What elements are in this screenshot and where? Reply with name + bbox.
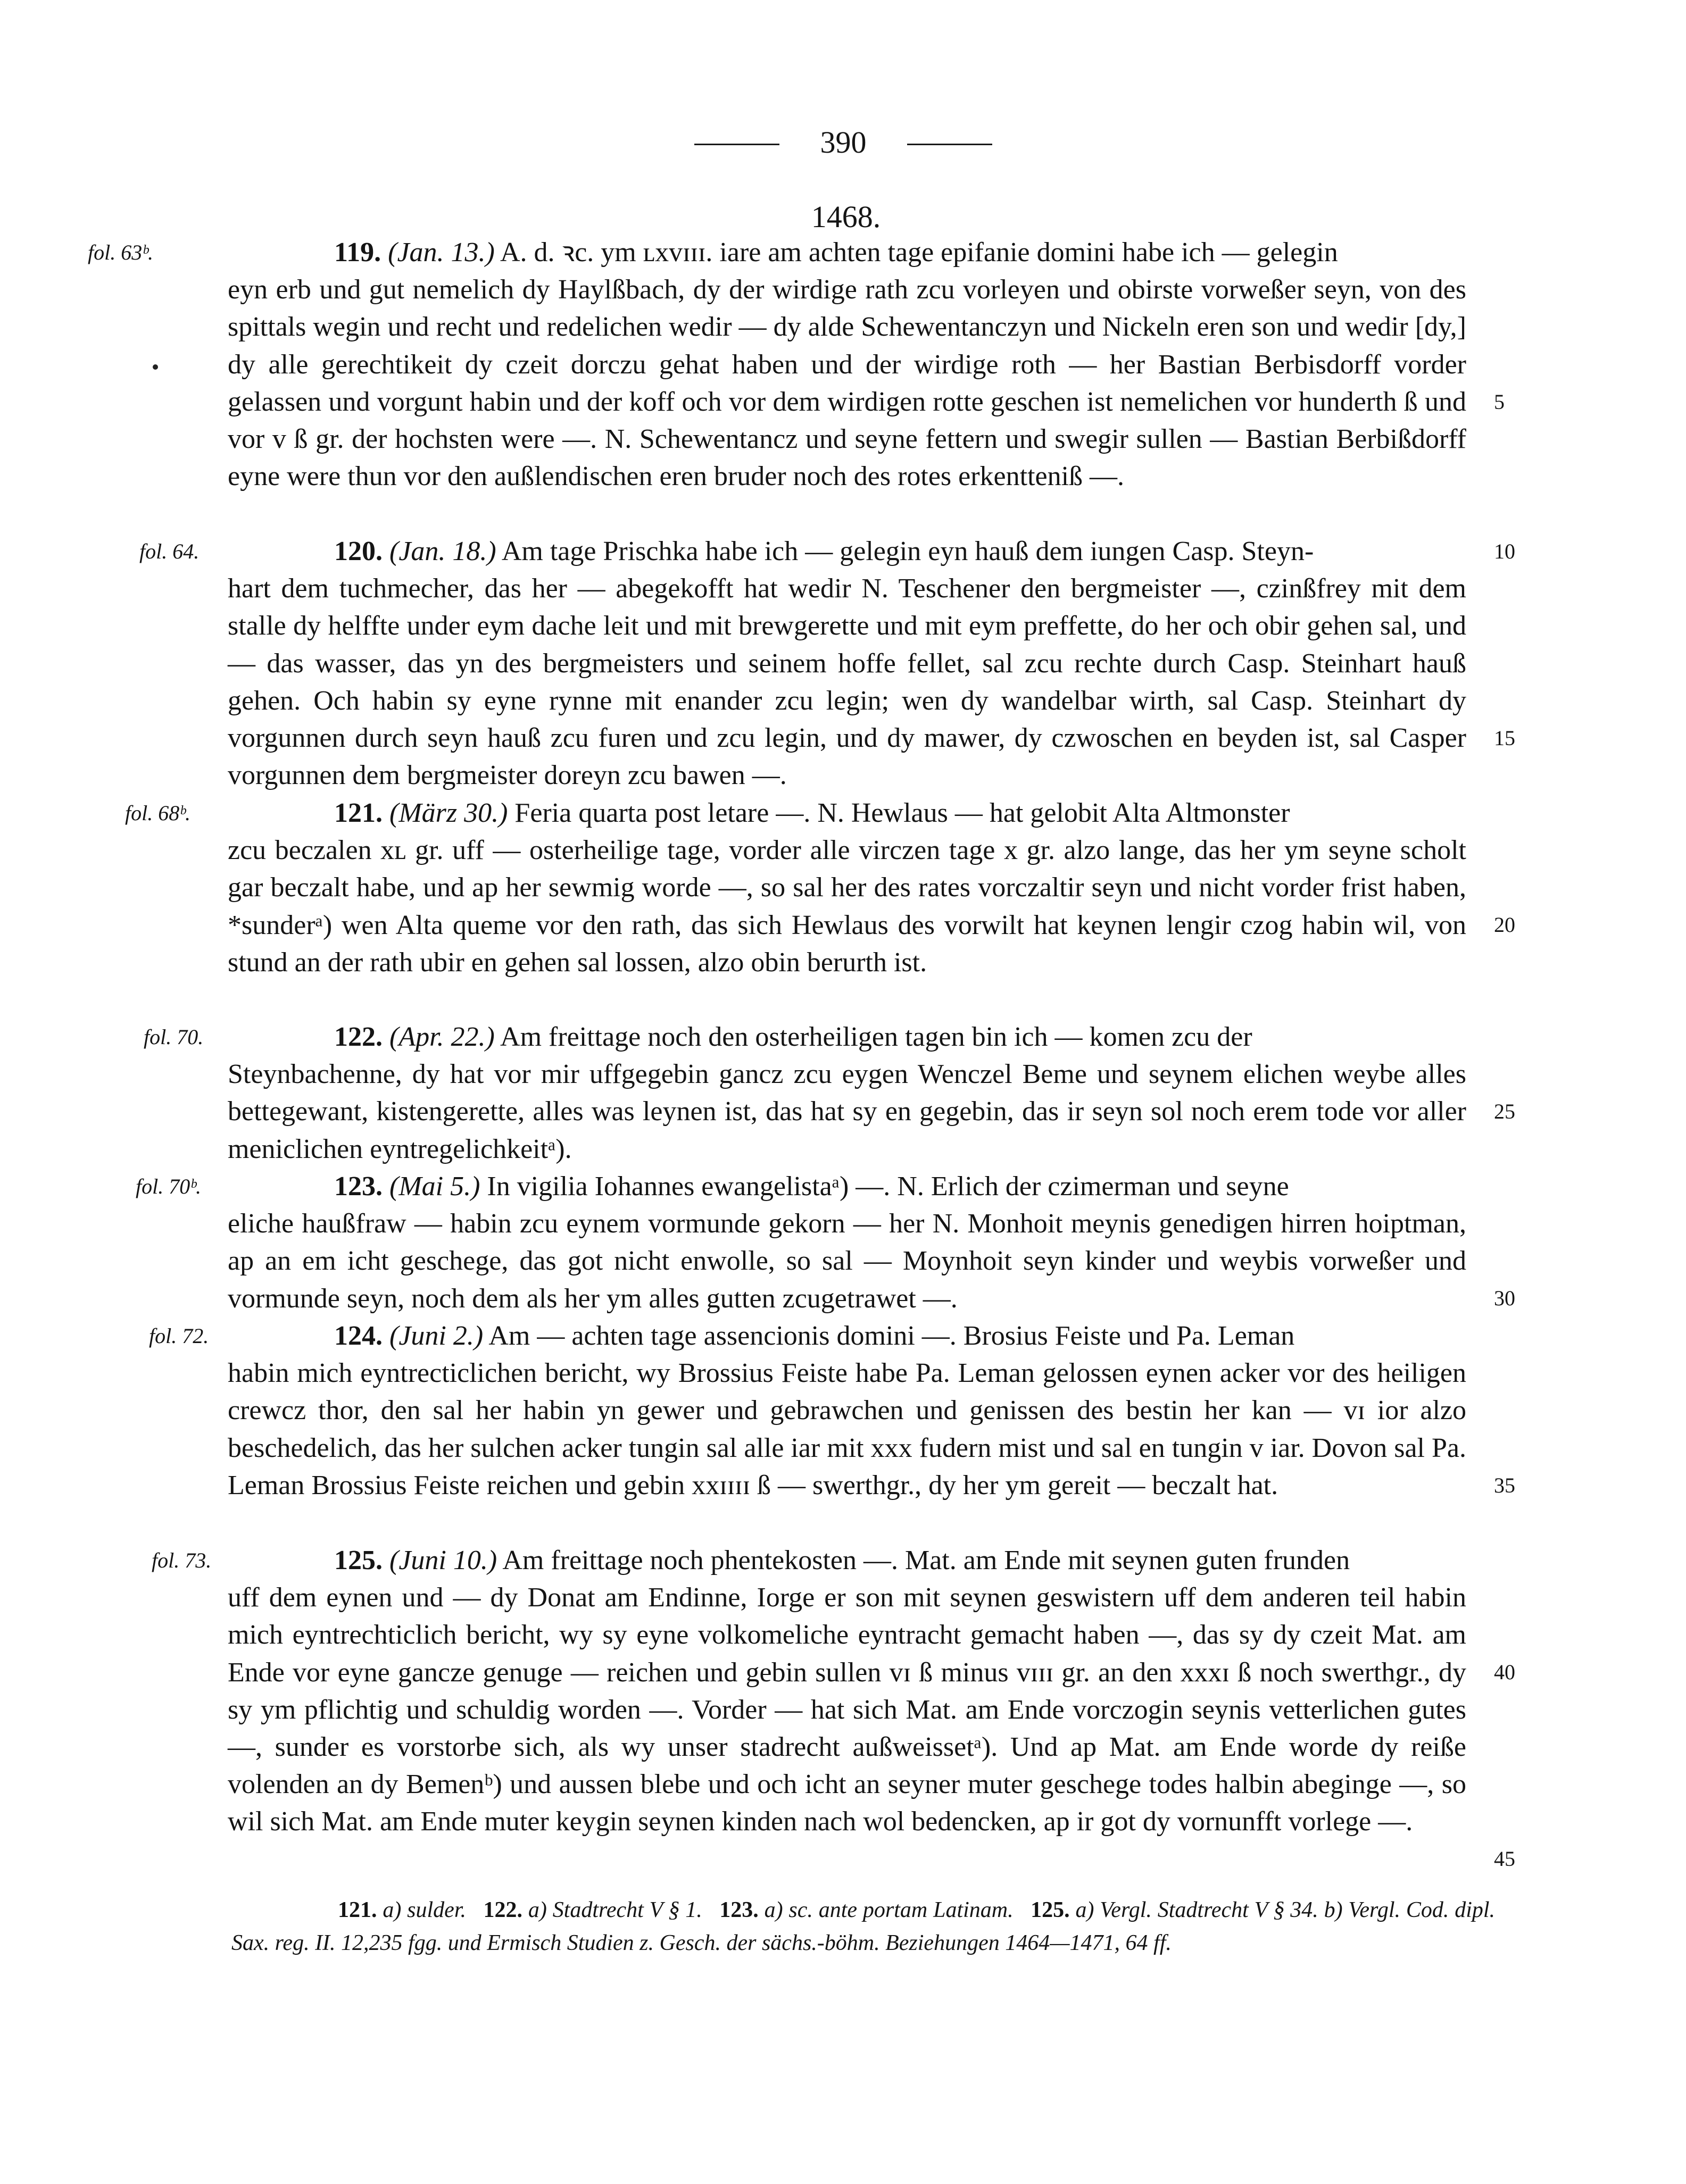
folio-ref: fol. 70ᵇ. bbox=[136, 1174, 201, 1198]
folio-ref: fol. 68ᵇ. bbox=[125, 801, 190, 825]
entry-first-line bbox=[228, 533, 1466, 570]
entry-first-text: Am tage Prischka habe ich — gelegin eyn hauß dem iungen Casp. Steyn- bbox=[501, 536, 1314, 566]
entry-text: eyn erb und gut nemelich dy Haylßbach, dy der wirdige rath zcu vorleyen und obirste vorweßer seyn, von des spittals wegin und recht und redelichen wedir — dy alde Schewentanczyn und Nickeln eren son und wedir [dy,] dy alle gerechtikeit dy czeit dorczu gehat haben und der wirdige roth — her Bastian Berbisdorff vorder gelassen und vorgunt habin und der koff och vor dem wirdigen rotte geschen ist nemelichen vor hunderth ß und vor v ß gr. der hochsten were —. N. Schewentancz und seyne fettern und swegir sullen — Bastian Berbißdorff eyne were thun vor den außlendischen eren bruder noch des rotes erkentteniß —. bbox=[228, 274, 1466, 492]
entry-first-line bbox=[228, 1019, 1466, 1056]
entry-number: 125. bbox=[334, 1545, 383, 1576]
entry-date: (März 30.) bbox=[389, 798, 508, 828]
entry-first-text: A. d. ꝛc. ym ʟxᴠɪɪɪ. iare am achten tage epifanie domini habe ich — gelegin bbox=[500, 237, 1338, 268]
entry-text: habin mich eyntrecticlichen bericht, wy Brossius Feiste habe Pa. Leman gelossen eynen acker vor des heiligen crewcz thor, den sal her habin yn gewer und gebrawchen und genissen des bestin her kan — ᴠɪ ior alzo beschedelich, das her sulchen acker tungin sal alle iar mit xxx fudern mist und sal en tungin v iar. Dovon sal Pa. Leman Brossius Feiste reichen und gebin xxɪɪɪɪ ß — swerthgr., dy her ym gereit — beczalt hat. bbox=[228, 1358, 1466, 1501]
line-number: 5 bbox=[1494, 390, 1505, 414]
entry-number: 122. bbox=[334, 1022, 383, 1052]
entry-first-text: In vigilia Iohannes ewangelistaᵃ) —. N. Erlich der czimerman und seyne bbox=[487, 1171, 1289, 1202]
entry-124 bbox=[228, 1318, 1466, 1504]
line-number: 40 bbox=[1494, 1660, 1515, 1684]
folio-ref: fol. 63ᵇ. bbox=[88, 240, 153, 264]
entry-number: 120. bbox=[334, 536, 383, 566]
entry-first-line bbox=[228, 1168, 1466, 1205]
folio-ref: fol. 64. bbox=[139, 539, 200, 563]
entry-text: uff dem eynen und — dy Donat am Endinne, Iorge er son mit seynen geswistern uff dem anderen teil habin mich eyntrechticlich bericht, wy sy eyne volkomeliche eyntracht gemacht haben —, das sy dy czeit Mat. am Ende vor eyne gancze genuge — reichen und gebin sullen ᴠɪ ß minus ᴠɪɪɪ gr. an den xxxɪ ß noch swerthgr., dy sy ym pflichtig und schuldig worden —. Vorder — hat sich Mat. am Ende vorczogin seynis vetterlichen gutes —, sunder es vorstorbe sich, als wy unser stadrecht außweissetᵃ). Und ap Mat. am Ende worde dy reiße volenden an dy Bemenᵇ) und aussen blebe und och icht an seyner muter geschege todes halbin abeginge —, so wil sich Mat. am Ende muter keygin seynen kinden nach wol bedencken, ap ir got dy vornunfft vorlege —. bbox=[228, 1582, 1466, 1837]
entry-number: 121. bbox=[334, 798, 383, 828]
line-number: 25 bbox=[1494, 1099, 1515, 1123]
entry-123 bbox=[228, 1168, 1466, 1318]
entry-text: hart dem tuchmecher, das her — abegekofft hat wedir N. Teschener den bergmeister —, czinßfrey mit dem stalle dy helffte under eym dache leit und mit brewgerette und mit eym preffette, do her och obir gehen sal, und — das wasser, das yn des bergmeisters und seinem hoffe fellet, sal zcu rechte durch Casp. Steinhart hauß gehen. Och habin sy eyne rynne mit enander zcu legin; wen dy wandelbar wirth, sal Casp. Steinhart dy vorgunnen durch seyn hauß zcu furen und zcu legin, und dy mawer, dy czwoschen en beyden ist, sal Casper vorgunnen dem bergmeister doreyn zcu bawen —. bbox=[228, 573, 1466, 791]
folio-ref: fol. 72. bbox=[149, 1324, 209, 1348]
footnote-number: 122. bbox=[483, 1898, 523, 1922]
entry-text: zcu beczalen xʟ gr. uff — osterheilige tage, vorder alle virczen tage x gr. alzo lange, das her ym seyne scholt gar beczalt habe, und ap her sewmig worde —, so sal her des rates vorczaltir seyn und nicht vorder frist haben, *sunderᵃ) wen Alta queme vor den rath, das sich Hewlaus des vorwilt hat keynen lengir czog habin wil, von stund an der rath ubir en gehen sal lossen, alzo obin berurth ist. bbox=[228, 835, 1466, 978]
line-number: 15 bbox=[1494, 726, 1515, 750]
footnote-number: 123. bbox=[719, 1898, 759, 1922]
line-number: 45 bbox=[1494, 1847, 1515, 1871]
line-number: 20 bbox=[1494, 913, 1515, 937]
year-heading: 1468. bbox=[811, 199, 881, 234]
footnote-number: 121. bbox=[338, 1898, 377, 1922]
entry-first-line bbox=[228, 795, 1466, 832]
entry-first-line bbox=[228, 1542, 1466, 1579]
entry-122 bbox=[228, 1019, 1466, 1168]
entry-date: (Jan. 13.) bbox=[388, 237, 495, 268]
entry-125 bbox=[228, 1542, 1466, 1841]
entry-first-text: Am freittage noch phentekosten —. Mat. am Ende mit seynen guten frunden bbox=[502, 1545, 1350, 1576]
line-number: 10 bbox=[1494, 539, 1515, 563]
header-rule-right bbox=[907, 144, 992, 145]
entry-first-text: Am freittage noch den osterheiligen tagen bin ich — komen zcu der bbox=[500, 1022, 1252, 1052]
folio-ref: fol. 73. bbox=[152, 1548, 212, 1572]
margin-dot bbox=[153, 364, 158, 370]
footnote-text: a) sc. ante portam Latinam. bbox=[764, 1898, 1014, 1922]
entry-number: 123. bbox=[334, 1171, 383, 1202]
entry-number: 124. bbox=[334, 1321, 383, 1351]
line-number: 35 bbox=[1494, 1473, 1515, 1497]
entry-text: Steynbachenne, dy hat vor mir uffgegebin gancz zcu eygen Wenczel Beme und seynem elichen weybe alles bettegewant, kistengerette, alles was leynen ist, das hat sy en gegebin, das ir seyn sol noch erem tode vor aller meniclichen eyntregelichkeitᵃ). bbox=[228, 1059, 1466, 1164]
line-number: 30 bbox=[1494, 1286, 1515, 1310]
entry-first-line bbox=[228, 234, 1466, 271]
entry-text: eliche haußfraw — habin zcu eynem vormunde gekorn — her N. Monhoit meynis genedigen hirren hoiptman, ap an em icht geschege, das got nicht enwolle, so sal — Moynhoit seyn kinder und weybis vorweßer und vormunde seyn, noch dem als her ym alles gutten zcugetrawet —. bbox=[228, 1208, 1466, 1314]
entry-date: (Jan. 18.) bbox=[389, 536, 496, 566]
footnotes bbox=[231, 1894, 1495, 1960]
entry-first-text: Feria quarta post letare —. N. Hewlaus — hat gelobit Alta Altmonster bbox=[514, 798, 1290, 828]
page-number-header bbox=[694, 127, 992, 159]
footnote-text: a) sulder. bbox=[383, 1898, 467, 1922]
entry-first-line bbox=[228, 1318, 1466, 1355]
entry-first-text: Am — achten tage assencionis domini —. Brosius Feiste und Pa. Leman bbox=[488, 1321, 1295, 1351]
entry-date: (Juni 10.) bbox=[389, 1545, 497, 1576]
header-rule-left bbox=[694, 144, 779, 145]
footnote-text: a) Vergl. Stadtrecht V § 34. b) Vergl. Cod. dipl. Sax. reg. II. 12,235 fgg. und Ermisch Studien z. Gesch. der sächs.-böhm. Beziehungen 1464—1471, 64 ff. bbox=[231, 1898, 1496, 1955]
footnote-text: a) Stadtrecht V § 1. bbox=[528, 1898, 702, 1922]
folio-ref: fol. 70. bbox=[144, 1025, 204, 1049]
entry-119 bbox=[228, 234, 1466, 495]
entry-date: (Apr. 22.) bbox=[389, 1022, 495, 1052]
entry-number: 119. bbox=[334, 237, 381, 268]
entry-121 bbox=[228, 795, 1466, 981]
footnote-number: 125. bbox=[1031, 1898, 1070, 1922]
page-number: 390 bbox=[820, 125, 867, 160]
entry-date: (Juni 2.) bbox=[389, 1321, 484, 1351]
entry-120 bbox=[228, 533, 1466, 794]
entry-date: (Mai 5.) bbox=[389, 1171, 480, 1202]
